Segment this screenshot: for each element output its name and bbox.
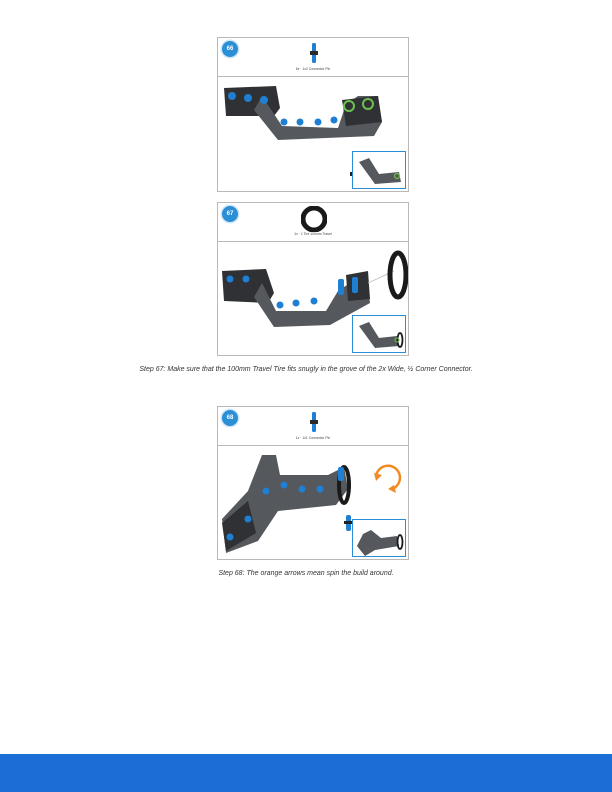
step-68-panel [217,406,409,560]
step-67-inset [352,315,406,353]
step-66-badge: 66 [222,41,238,57]
tire-icon [301,206,327,232]
step-67-caption: Step 67: Make sure that the 100mm Travel Tire fits snugly in the grove of the 2x Wide, ½ Corner Connector. [139,366,473,373]
step-68-part-label: 1x · 1x1 Connector Pin [295,436,331,440]
step-68-badge: 68 [222,410,238,426]
step-66-header [218,38,408,77]
step-67-part-label: 1x · 1 Tire 100mm Travel [294,232,332,236]
step-67-panel [217,202,409,356]
step-68-inset [352,519,406,557]
step-67-header [218,203,408,242]
connector-pin-icon [309,43,319,65]
connector-pin-icon [309,412,319,434]
step-66-inset [352,151,406,189]
step-68-header [218,407,408,446]
step-67-badge: 67 [222,206,238,222]
step-66-panel [217,37,409,192]
footer-bar [0,754,612,792]
step-66-part-label: 6x · 1x2 Connector Pin [295,67,331,71]
step-68-caption: Step 68: The orange arrows mean spin the build around. [218,570,394,577]
